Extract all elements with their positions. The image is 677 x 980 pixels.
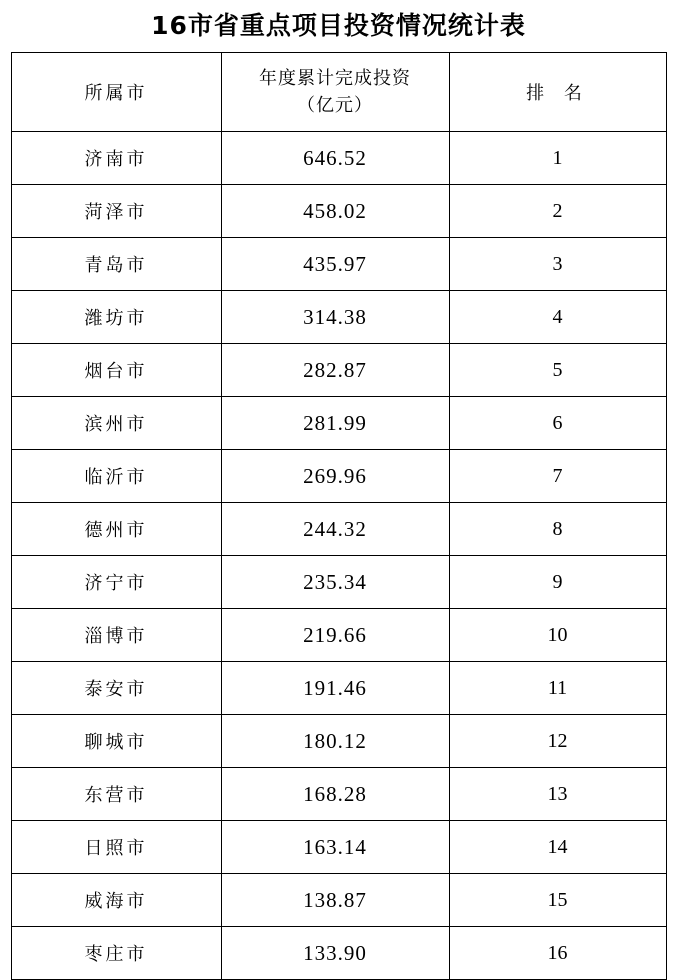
column-header-amount-line2: （亿元）	[297, 95, 373, 116]
table-row	[11, 715, 666, 768]
cell-city: 青岛市	[11, 238, 221, 291]
table-row	[11, 609, 666, 662]
cell-rank: 1	[449, 132, 666, 185]
cell-amount: 314.38	[221, 291, 449, 344]
cell-rank: 4	[449, 291, 666, 344]
column-header-rank: 排 名	[449, 53, 666, 132]
page-title: 16市省重点项目投资情况统计表	[151, 11, 526, 40]
table-row	[11, 503, 666, 556]
cell-rank: 10	[449, 609, 666, 662]
cell-rank: 7	[449, 450, 666, 503]
table-row	[11, 768, 666, 821]
column-header-amount	[221, 53, 449, 132]
column-header-amount-line1: 年度累计完成投资	[259, 68, 411, 89]
cell-rank: 15	[449, 874, 666, 927]
cell-city: 淄博市	[11, 609, 221, 662]
cell-city: 日照市	[11, 821, 221, 874]
table-header-row	[11, 53, 666, 132]
cell-city: 济宁市	[11, 556, 221, 609]
table-row	[11, 238, 666, 291]
table-row	[11, 132, 666, 185]
cell-amount: 269.96	[221, 450, 449, 503]
cell-city: 烟台市	[11, 344, 221, 397]
cell-amount: 219.66	[221, 609, 449, 662]
cell-amount: 244.32	[221, 503, 449, 556]
cell-amount: 282.87	[221, 344, 449, 397]
table-row	[11, 344, 666, 397]
table-row	[11, 185, 666, 238]
cell-amount: 168.28	[221, 768, 449, 821]
cell-rank: 6	[449, 397, 666, 450]
column-header-city: 所属市	[11, 53, 221, 132]
table-row	[11, 397, 666, 450]
cell-rank: 8	[449, 503, 666, 556]
table-header	[11, 53, 666, 132]
cell-city: 东营市	[11, 768, 221, 821]
table-row	[11, 874, 666, 927]
cell-city: 济南市	[11, 132, 221, 185]
cell-amount: 235.34	[221, 556, 449, 609]
cell-rank: 9	[449, 556, 666, 609]
cell-rank: 12	[449, 715, 666, 768]
table-row	[11, 450, 666, 503]
cell-city: 枣庄市	[11, 927, 221, 980]
cell-amount: 458.02	[221, 185, 449, 238]
investment-statistics-table	[11, 52, 667, 980]
cell-city: 潍坊市	[11, 291, 221, 344]
cell-rank: 5	[449, 344, 666, 397]
cell-amount: 435.97	[221, 238, 449, 291]
table-row	[11, 291, 666, 344]
cell-amount: 646.52	[221, 132, 449, 185]
cell-rank: 11	[449, 662, 666, 715]
cell-city: 临沂市	[11, 450, 221, 503]
cell-city: 泰安市	[11, 662, 221, 715]
table-row	[11, 821, 666, 874]
cell-rank: 2	[449, 185, 666, 238]
table-body	[11, 132, 666, 980]
cell-amount: 281.99	[221, 397, 449, 450]
cell-city: 德州市	[11, 503, 221, 556]
cell-amount: 163.14	[221, 821, 449, 874]
cell-amount: 133.90	[221, 927, 449, 980]
cell-rank: 14	[449, 821, 666, 874]
cell-rank: 13	[449, 768, 666, 821]
cell-city: 威海市	[11, 874, 221, 927]
cell-rank: 3	[449, 238, 666, 291]
table-row	[11, 662, 666, 715]
cell-amount: 138.87	[221, 874, 449, 927]
cell-city: 滨州市	[11, 397, 221, 450]
cell-amount: 180.12	[221, 715, 449, 768]
cell-rank: 16	[449, 927, 666, 980]
table-row	[11, 556, 666, 609]
cell-city: 菏泽市	[11, 185, 221, 238]
cell-amount: 191.46	[221, 662, 449, 715]
cell-city: 聊城市	[11, 715, 221, 768]
table-row	[11, 927, 666, 980]
